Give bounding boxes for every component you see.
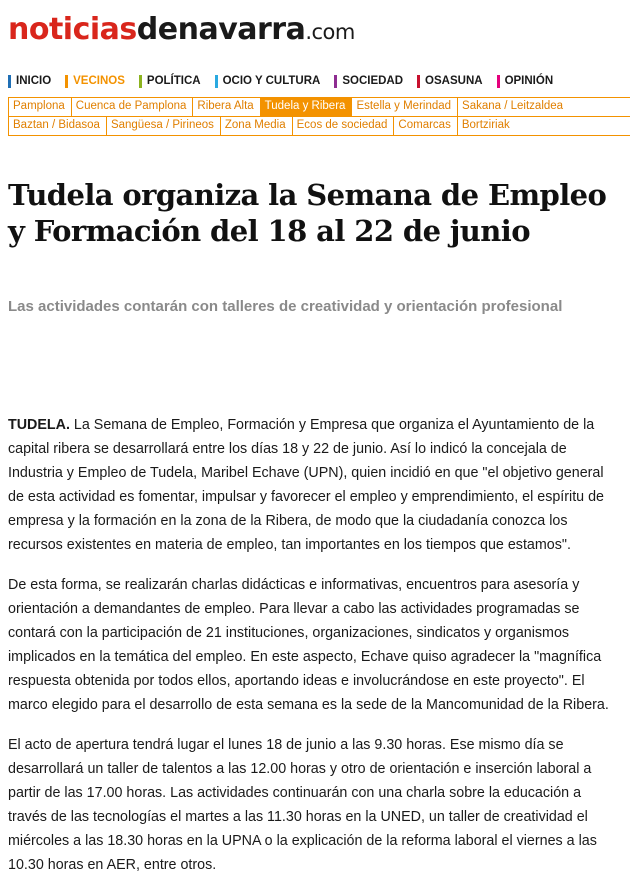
sub-nav-item-sanguesa-pirineos[interactable]: Sangüesa / Pirineos: [106, 117, 220, 135]
sub-nav-row-2: [8, 116, 630, 135]
logo-part-denavarra: denavarra: [136, 12, 306, 47]
sub-nav-item-ecos-de-sociedad[interactable]: Ecos de sociedad: [292, 117, 394, 135]
sub-nav: [8, 97, 630, 136]
main-nav-item-ocio-y-cultura[interactable]: [215, 75, 321, 88]
main-nav-label: POLÍTICA: [146, 75, 201, 87]
main-nav-item-opinion[interactable]: [497, 75, 554, 88]
main-nav-label: OSASUNA: [425, 75, 483, 87]
sub-nav-item-sakana-leitzaldea[interactable]: Sakana / Leitzaldea: [457, 98, 569, 116]
nav-color-bar: [65, 75, 68, 88]
article-paragraph-3: El acto de apertura tendrá lugar el lunes 18 de junio a las 9.30 horas. Ese mismo día se desarrollará un taller de talentos a las 12.00 horas y otro de orientación e inserción laboral a partir de las 17.00 horas. Las actividades continuarán con una charla sobre la educación a través de las tecnologías el martes a las 11.30 horas en la UNED, un taller de creatividad el miércoles a las 18.30 horas en la UPNA o la explicación de la reforma laboral el viernes a las 10.30 horas en AER, entre otros.: [8, 737, 597, 873]
main-nav-item-sociedad[interactable]: [334, 75, 403, 88]
main-nav-label: VECINOS: [73, 75, 125, 87]
main-nav-label: SOCIEDAD: [342, 75, 404, 87]
main-nav-item-inicio[interactable]: [8, 75, 51, 88]
nav-color-bar: [8, 75, 11, 88]
sub-nav-item-comarcas[interactable]: Comarcas: [393, 117, 456, 135]
nav-color-bar: [334, 75, 337, 88]
article-paragraph-2: De esta forma, se realizarán charlas didácticas e informativas, encuentros para asesoría y orientación a demandantes de empleo. Para llevar a cabo las actividades programadas se contará con la participación de 21 instituciones, organizaciones, sindicatos y organismos implicados en la temática del empleo. En este aspecto, Echave quiso agradecer la "magnífica respuesta obtenida por todos ellos, aportando ideas e involucrándose en este proyecto". El marco elegido para el desarrollo de esta semana es la sede de la Mancomunidad de la Ribera.: [8, 577, 609, 713]
sub-nav-item-zona-media[interactable]: Zona Media: [220, 117, 292, 135]
nav-color-bar: [497, 75, 500, 88]
article-dateline: TUDELA.: [8, 417, 70, 433]
article-subheadline: Las actividades contarán con talleres de creatividad y orientación profesional: [8, 298, 563, 315]
logo-part-domain: .com: [305, 20, 355, 44]
logo-part-noticias: noticias: [8, 12, 137, 47]
main-nav-label: OPINIÓN: [504, 75, 554, 87]
article-paragraph-1-text: La Semana de Empleo, Formación y Empresa que organiza el Ayuntamiento de la capital ribera se desarrollará entre los días 18 y 22 de junio. Así lo indicó la concejala de Industria y Empleo de Tudela, Maribel Echave (UPN), quien incidió en que "el objetivo general de esta actividad es fomentar, impulsar y favorecer el empleo y emprendimiento, el espíritu de empresa y la formación en la zona de la Ribera, de modo que la ciudadanía conozca los recursos existentes en materia de empleo, tan importantes en los tiempos que estamos".: [8, 417, 605, 553]
article-body: [8, 413, 622, 893]
sub-nav-item-cuenca-de-pamplona[interactable]: Cuenca de Pamplona: [71, 98, 193, 116]
article-headline: Tudela organiza la Semana de Empleo y Formación del 18 al 22 de junio: [8, 178, 607, 248]
article-paragraph-1: [8, 413, 622, 557]
sub-nav-item-baztan-bidasoa[interactable]: Baztan / Bidasoa: [8, 117, 106, 135]
sub-nav-row-1: [8, 98, 630, 116]
main-nav: [8, 72, 630, 90]
main-nav-label: OCIO Y CULTURA: [222, 75, 321, 87]
nav-color-bar: [139, 75, 142, 88]
sub-nav-item-bortziriak[interactable]: Bortziriak: [457, 117, 516, 135]
site-logo[interactable]: [8, 12, 355, 50]
nav-color-bar: [417, 75, 420, 88]
main-nav-label: INICIO: [16, 75, 52, 87]
main-nav-item-vecinos[interactable]: [65, 75, 125, 88]
nav-color-bar: [215, 75, 218, 88]
main-nav-item-osasuna[interactable]: [417, 75, 483, 88]
sub-nav-item-pamplona[interactable]: Pamplona: [8, 98, 71, 116]
sub-nav-item-ribera-alta[interactable]: Ribera Alta: [192, 98, 259, 116]
sub-nav-item-estella-y-merindad[interactable]: Estella y Merindad: [351, 98, 457, 116]
sub-nav-item-tudela-y-ribera[interactable]: Tudela y Ribera: [260, 98, 352, 116]
main-nav-item-politica[interactable]: [139, 75, 201, 88]
